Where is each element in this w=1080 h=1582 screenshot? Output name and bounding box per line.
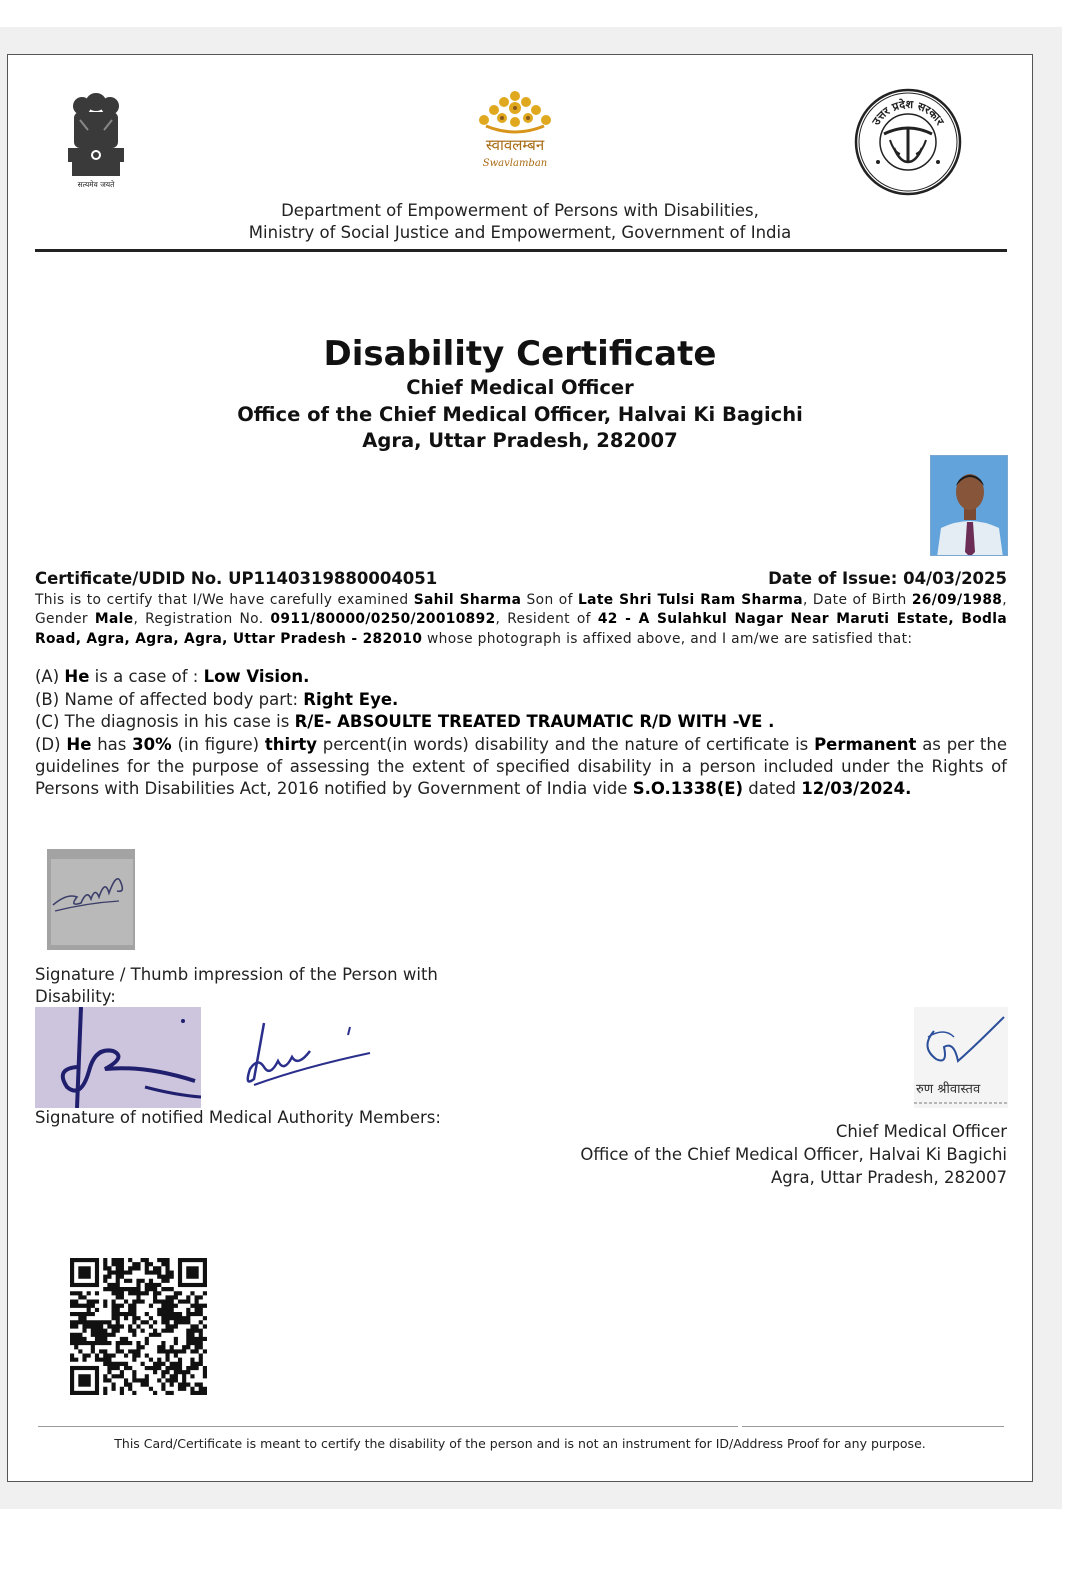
applicant-photo [930,455,1008,556]
udid-value: UP1140319880004051 [228,569,438,588]
diagnosis: R/E- ABSOULTE TREATED TRAUMATIC R/D WITH -VE . [294,712,775,731]
cmo-stamp-text: रुण श्रीवास्तव [916,1082,981,1097]
swavlamban-text: स्वावलम्बन [485,136,545,154]
header-divider [35,249,1007,252]
cmo-address: Agra, Uttar Pradesh, 282007 [770,1168,1007,1187]
cmo-office: Office of the Chief Medical Officer, Halvai Ki Bagichi [580,1145,1007,1164]
disability-percent-words: thirty [264,735,317,754]
medical-member-signature-1 [35,1007,201,1108]
national-emblem-icon [58,86,134,196]
cmo-title: Chief Medical Officer [835,1122,1007,1141]
person-signature-image [47,849,135,950]
notification-number: S.O.1338(E) [632,779,744,798]
item-a-disability-type: (A) He is a case of : Low Vision. [35,667,310,686]
cmo-signature-stamp [914,1007,1008,1108]
father-name: Late Shri Tulsi Ram Sharma [578,592,803,608]
item-d-disability-percent: (D) He has 30% (in figure) thirty percent(in words) disability and the nature of certificate is Permanent as per the guidelines for the purpose of assessing the extent of specified disability in a person included under the Rights of Persons with Disabilities Act, 2016 notified by Government of India vide S.O.1338(E) dated 12/03/2024. [35,735,1007,798]
issuer-office: Office of the Chief Medical Officer, Halvai Ki Bagichi [237,403,803,426]
certificate-nature: Permanent [814,735,917,754]
up-government-seal-icon [854,88,962,196]
gender: Male [94,611,134,628]
item-b-body-part: (B) Name of affected body part: Right Eye. [35,690,399,709]
qr-code [70,1258,207,1395]
issuer-address: Agra, Uttar Pradesh, 282007 [362,429,678,452]
date-of-birth: 26/09/1988 [911,592,1003,608]
udid-number: Certificate/UDID No. UP1140319880004051 [35,569,438,588]
cmo-designation-block [500,1120,1007,1189]
medical-authority-label: Signature of notified Medical Authority Members: [35,1108,441,1127]
seal-text: उत्तर प्रदेश सरकार [869,97,947,128]
dept-line-1: Department of Empowerment of Persons with Disabilities, [281,201,759,220]
issuer-title: Chief Medical Officer [406,376,634,399]
issue-date-value: 04/03/2025 [903,569,1007,588]
emblem-motto: सत्यमेव जयते [77,180,115,189]
footer-divider-left [38,1426,738,1427]
dept-line-2: Ministry of Social Justice and Empowerment, Government of India [248,223,792,242]
notification-date: 12/03/2024. [801,779,912,798]
date-of-issue: Date of Issue: 04/03/2025 [768,569,1007,588]
registration-number: 0911/80000/0250/20010892 [270,611,496,628]
person-name: Sahil Sharma [413,592,522,608]
person-signature-label: Signature / Thumb impression of the Person with Disability: [35,965,438,1006]
resident-address: 42 - A Sulahkul Nagar Near Maruti Estate, Bodla Road, Agra, Agra, Agra, Uttar Pradesh - 282010 [35,611,1007,647]
swavlamban-logo [466,86,564,174]
medical-member-signature-2 [214,1007,374,1108]
footer-disclaimer: This Card/Certificate is meant to certify the disability of the person and is not an instrument for ID/Address Proof for any purpose. [114,1436,926,1451]
footer-divider-right [742,1426,1004,1427]
affected-body-part: Right Eye. [303,690,399,709]
swavlamban-subtext: Swavlamban [482,158,548,169]
certificate-title: Disability Certificate [323,334,717,374]
issuing-department [0,200,1040,244]
item-c-diagnosis: (C) The diagnosis in his case is R/E- ABSOULTE TREATED TRAUMATIC R/D WITH -VE . [35,712,775,731]
disability-percent: 30% [132,735,172,754]
certification-statement: This is to certify that I/We have carefully examined Sahil Sharma Son of Late Shri Tulsi Ram Sharma, Date of Birth 26/09/1988, Gender Male, Registration No. 0911/80000/0250/20010892, Resident of 42 - A Sulahkul Nagar Near Maruti Estate, Bodla Road, Agra, Agra, Agra, Uttar Pradesh - 282010 whose photograph is affixed above, and I am/we are satisfied that: [35,592,1007,647]
disability-type: Low Vision. [203,667,310,686]
